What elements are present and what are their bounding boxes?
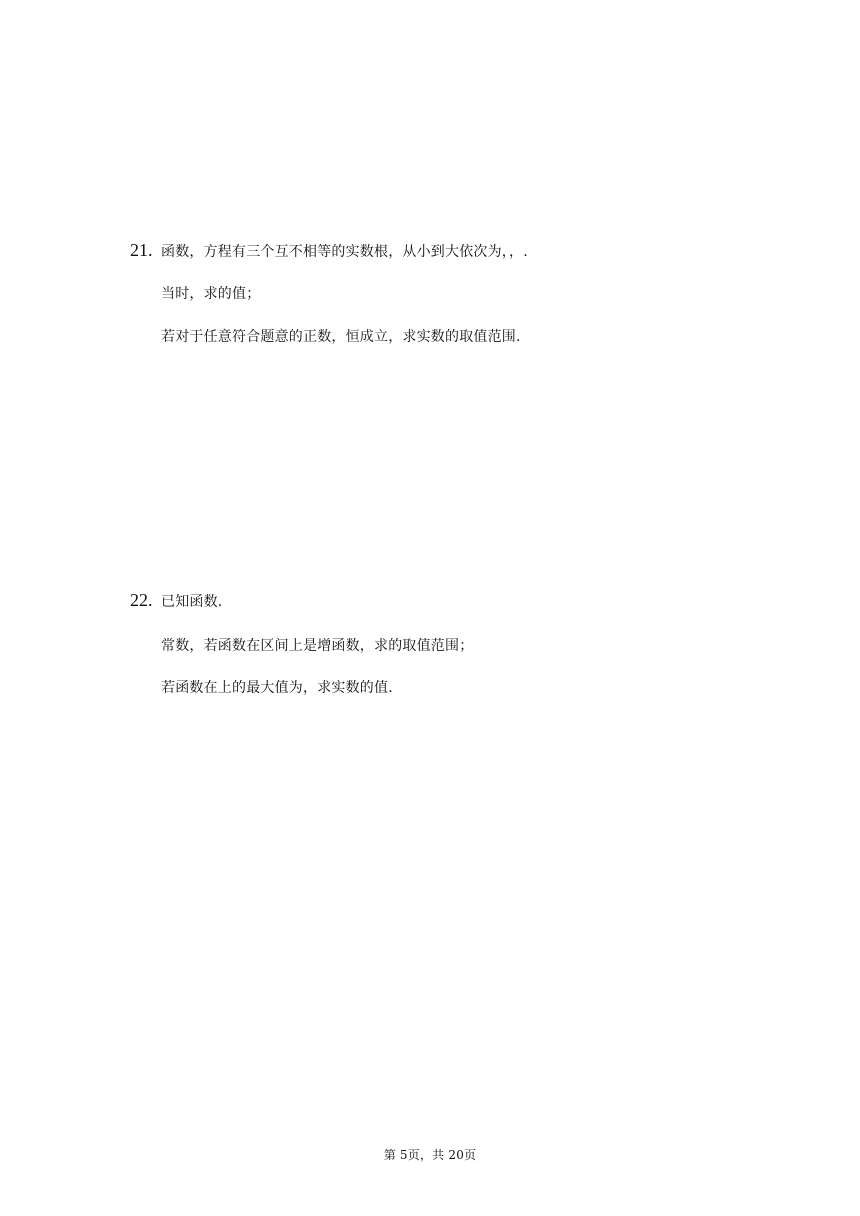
problem-22 [130, 590, 750, 698]
problem-stem: 函数，方程有三个互不相等的实数根，从小到大依次为，，. [161, 244, 528, 260]
page-footer: 第 5页，共 20页 [383, 1148, 477, 1162]
problem-part-2: 若对于任意符合题意的正数，恒成立，求实数的取值范围. [161, 329, 521, 345]
problem-part-2: 若函数在上的最大值为，求实数的值. [161, 680, 393, 696]
problem-part-1: 当时，求的值； [161, 286, 261, 302]
problem-stem-row [130, 590, 750, 614]
problem-stem-row [130, 240, 750, 264]
problem-part-1: 常数，若函数在区间上是增函数，求的取值范围； [161, 638, 474, 654]
problem-number: 22. [130, 590, 153, 610]
problem-number: 21. [130, 240, 153, 260]
problem-21 [130, 240, 750, 347]
problem-stem: 已知函数. [161, 594, 223, 610]
